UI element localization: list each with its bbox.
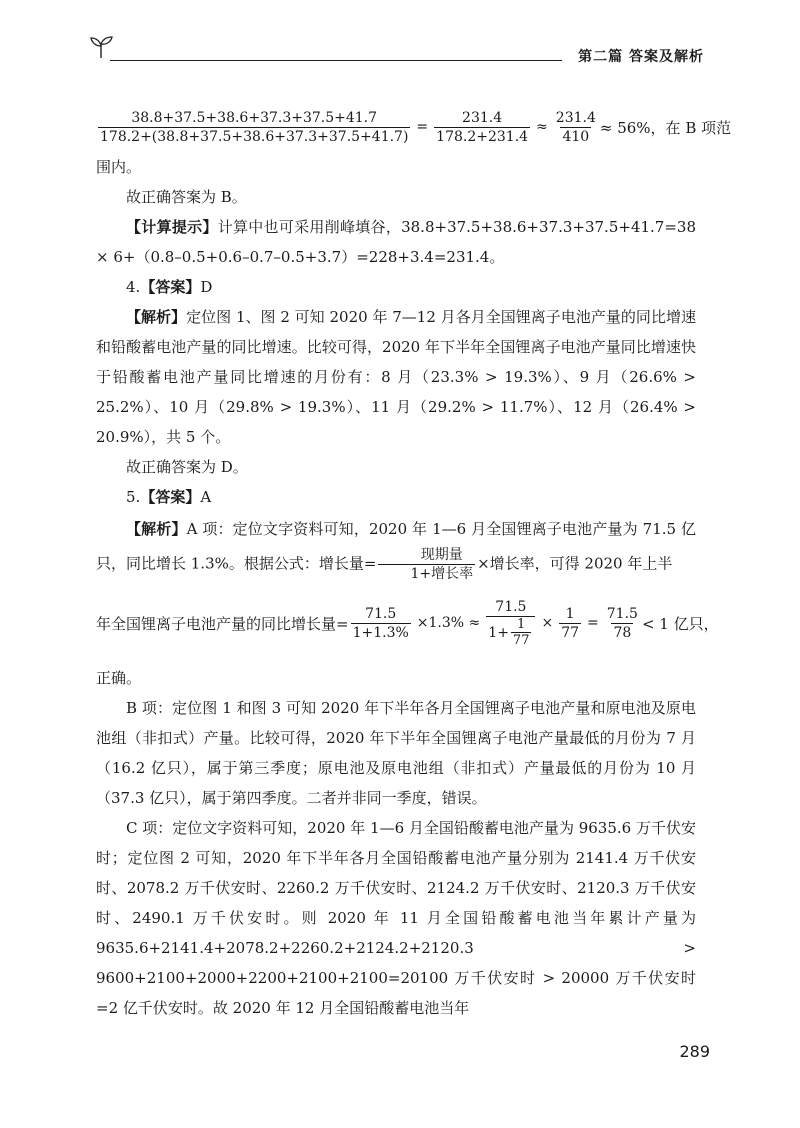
q3-conclusion: 故正确答案为 B。 [126, 188, 247, 206]
q3-fraction-1: $\frac{38.8+37.5+38.6+37.3+37.5+41.7}{178.2+(38.8+37.5+38.6+37.3+37.5+41.7)}$ [100, 109, 409, 145]
q5-nested-fraction: $\frac{1}{77}$ [512, 617, 530, 648]
q5-a-end: 正确。 [96, 669, 142, 687]
q5-fraction-4: $\frac{71.5}{78}$ [606, 605, 638, 641]
q5-analysis-c: C 项：定位文字资料可知，2020 年 1—6 月全国铅酸蓄电池产量为 9635.6 万千伏安时；定位图 2 可知，2020 年下半年各月全国铅酸蓄电池产量分别为 2141.4 万千伏安时、2078.2 万千伏安时、2260.2 万千伏安时、2124.2 万千伏安时、2120.3 万千伏安时、2490.1 万千伏安时。则 2020 年 11 月全国铅酸蓄电池当年累计产量为 9635.6+2141.4+2078.2+2260.2+2124.2+2120.3 > 9600+2100+2000+2200+2100+2100=20100 万千伏安时 > 20000 万千伏安时 =2 亿千伏安时。故 2020 年 12 月全国铅酸蓄电池当年 [96, 819, 696, 1017]
q4-answer: 4.【答案】D [126, 278, 213, 296]
q5-formula-line: 年全国锂离子电池产量的同比增长量= $\frac{71.5}{1+1.3\%}$ ×1.3% ≈ 71.5 1+ $\frac{1}{77}$ × $\frac{1}{77}$ = $\frac{71.5}{78}$ < 1 亿只， [96, 599, 719, 648]
q3-fraction-3: $\frac{231.4}{410}$ [555, 109, 596, 145]
section-title: 第二篇 答案及解析 [578, 49, 704, 65]
q5-fraction-3: $\frac{1}{77}$ [561, 605, 580, 641]
q3-formula-line: $\frac{38.8+37.5+38.6+37.3+37.5+41.7}{178.2+(38.8+37.5+38.6+37.3+37.5+41.7)}$ = $\frac{231.4}{178.2+231.4}$ ≈ $\frac{231.4}{410}$ ≈ 56%，在 B 项范 [100, 109, 732, 145]
q3-line2: 围内。 [96, 158, 142, 176]
page-content [96, 102, 732, 1023]
q3-fraction-2: $\frac{231.4}{178.2+231.4}$ [436, 109, 529, 145]
q4-conclusion: 故正确答案为 D。 [126, 458, 248, 476]
header-rule [110, 60, 562, 61]
q5-analysis-a: 【解析】A 项：定位文字资料可知，2020 年 1—6 月全国锂离子电池产量为 71.5 亿只，同比增长 1.3%。根据公式：增长量= $\frac{\text{现期量}}{\text{1+增长率}}$ ×增长率，可得 2020 年上半 [96, 520, 696, 582]
q3-tip: 【计算提示】计算中也可采用削峰填谷，38.8+37.5+38.6+37.3+37.5+41.7=38 × 6+（0.8–0.5+0.6–0.7–0.5+3.7）=228+3.4=231.4。 [96, 218, 696, 266]
page-number: 289 [679, 1042, 710, 1061]
growth-formula-fraction: $\frac{\text{现期量}}{\text{1+增长率}}$ [378, 546, 475, 583]
q5-fraction-1: $\frac{71.5}{1+1.3\%}$ [352, 605, 409, 641]
q4-analysis: 【解析】定位图 1、图 2 可知 2020 年 7—12 月各月全国锂离子电池产量的同比增速和铅酸蓄电池产量的同比增速。比较可得，2020 年下半年全国锂离子电池产量同比增速快于铅酸蓄电池产量同比增速的月份有：8 月（23.3% > 19.3%）、9 月（26.6% > 25.2%）、10 月（29.8% > 19.3%）、11 月（29.2% > 11.7%）、12 月（26.4% > 20.9%），共 5 个。 [96, 308, 696, 446]
q5-analysis-b: B 项：定位图 1 和图 3 可知 2020 年下半年各月全国锂离子电池产量和原电池及原电池组（非扣式）产量。比较可得，2020 年下半年全国锂离子电池产量最低的月份为 7 月（16.2 亿只），属于第三季度；原电池及原电池组（非扣式）产量最低的月份为 10 月（37.3 亿只），属于第四季度。二者并非同一季度，错误。 [96, 699, 696, 807]
page-header [88, 34, 712, 64]
q5-answer: 5.【答案】A [126, 488, 212, 506]
q5-fraction-2: 71.5 1+ $\frac{1}{77}$ [486, 598, 535, 648]
sprout-icon [88, 34, 114, 60]
